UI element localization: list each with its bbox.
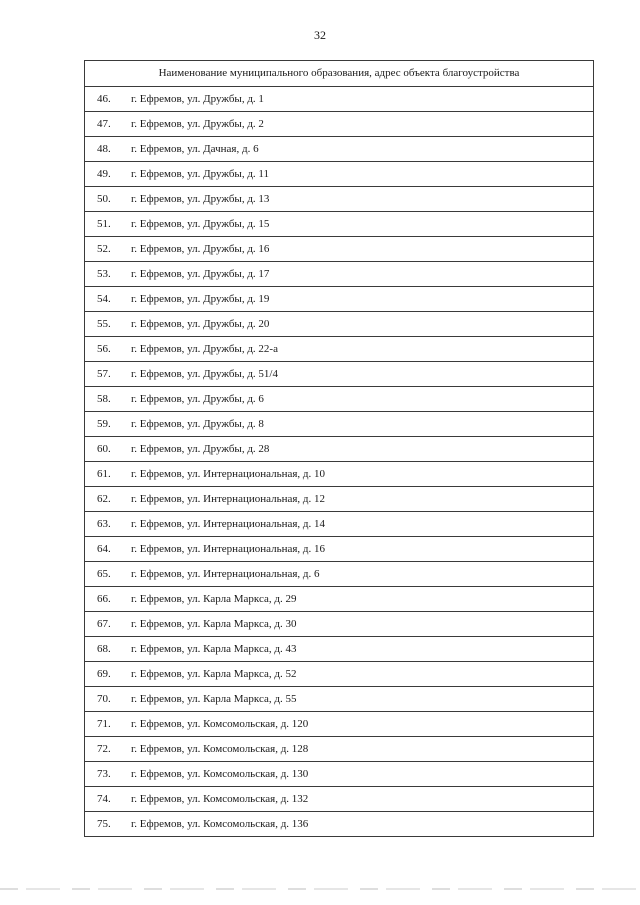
row-number: 51. [97, 217, 111, 230]
row-number: 55. [97, 317, 111, 330]
row-address: г. Ефремов, ул. Дружбы, д. 22-а [131, 342, 278, 355]
row-address: г. Ефремов, ул. Комсомольская, д. 132 [131, 792, 309, 805]
row-address: г. Ефремов, ул. Дачная, д. 6 [131, 142, 259, 155]
table-cell [85, 437, 594, 462]
row-address: г. Ефремов, ул. Комсомольская, д. 128 [131, 742, 309, 755]
table-row [85, 787, 594, 812]
row-number: 68. [97, 642, 111, 655]
row-number: 74. [97, 792, 111, 805]
row-number: 72. [97, 742, 111, 755]
table-header: Наименование муниципального образования, адрес объекта благоустройства [85, 61, 594, 87]
table-row [85, 687, 594, 712]
row-number: 50. [97, 192, 111, 205]
row-number: 49. [97, 167, 111, 180]
table-cell [85, 537, 594, 562]
table-row [85, 537, 594, 562]
table-row [85, 637, 594, 662]
row-address: г. Ефремов, ул. Дружбы, д. 11 [131, 167, 270, 180]
row-address: г. Ефремов, ул. Интернациональная, д. 14 [131, 517, 326, 530]
row-address: г. Ефремов, ул. Дружбы, д. 20 [131, 317, 270, 330]
table-cell [85, 687, 594, 712]
table-row [85, 87, 594, 112]
table-cell [85, 637, 594, 662]
table-cell [85, 662, 594, 687]
table-row [85, 137, 594, 162]
table-cell [85, 612, 594, 637]
table-cell [85, 462, 594, 487]
table-row [85, 662, 594, 687]
address-table [84, 60, 594, 837]
row-address: г. Ефремов, ул. Дружбы, д. 28 [131, 442, 270, 455]
table-row [85, 412, 594, 437]
table-cell [85, 337, 594, 362]
row-number: 71. [97, 717, 111, 730]
table-cell [85, 737, 594, 762]
row-number: 63. [97, 517, 111, 530]
row-address: г. Ефремов, ул. Интернациональная, д. 6 [131, 567, 320, 580]
row-number: 58. [97, 392, 111, 405]
row-address: г. Ефремов, ул. Интернациональная, д. 16 [131, 542, 326, 555]
row-number: 65. [97, 567, 111, 580]
row-number: 73. [97, 767, 111, 780]
table-row [85, 462, 594, 487]
row-address: г. Ефремов, ул. Дружбы, д. 2 [131, 117, 264, 130]
table-cell [85, 212, 594, 237]
row-address: г. Ефремов, ул. Интернациональная, д. 10 [131, 467, 326, 480]
table-cell [85, 762, 594, 787]
row-address: г. Ефремов, ул. Дружбы, д. 1 [131, 92, 264, 105]
table-row [85, 812, 594, 837]
table-cell [85, 812, 594, 837]
table-cell [85, 187, 594, 212]
table-row [85, 312, 594, 337]
row-address: г. Ефремов, ул. Интернациональная, д. 12 [131, 492, 326, 505]
row-number: 66. [97, 592, 111, 605]
row-address: г. Ефремов, ул. Карла Маркса, д. 30 [131, 617, 297, 630]
row-number: 47. [97, 117, 111, 130]
row-address: г. Ефремов, ул. Комсомольская, д. 120 [131, 717, 309, 730]
row-number: 56. [97, 342, 111, 355]
table-row [85, 512, 594, 537]
table-cell [85, 262, 594, 287]
row-address: г. Ефремов, ул. Дружбы, д. 16 [131, 242, 270, 255]
table-cell [85, 87, 594, 112]
row-number: 53. [97, 267, 111, 280]
table-cell [85, 712, 594, 737]
page-number: 32 [314, 28, 326, 42]
row-address: г. Ефремов, ул. Комсомольская, д. 130 [131, 767, 309, 780]
table-cell [85, 412, 594, 437]
table-row [85, 387, 594, 412]
row-address: г. Ефремов, ул. Карла Маркса, д. 52 [131, 667, 297, 680]
table-cell [85, 387, 594, 412]
row-address: г. Ефремов, ул. Дружбы, д. 51/4 [131, 367, 278, 380]
row-number: 54. [97, 292, 111, 305]
table-cell [85, 787, 594, 812]
row-number: 48. [97, 142, 111, 155]
table-row [85, 737, 594, 762]
row-address: г. Ефремов, ул. Дружбы, д. 8 [131, 417, 264, 430]
row-address: г. Ефремов, ул. Карла Маркса, д. 43 [131, 642, 297, 655]
table-row [85, 562, 594, 587]
scan-artifact [0, 888, 640, 890]
table-cell [85, 312, 594, 337]
table-body [85, 87, 594, 837]
table-row [85, 587, 594, 612]
table-cell [85, 562, 594, 587]
row-number: 59. [97, 417, 111, 430]
table-row [85, 262, 594, 287]
table-row [85, 162, 594, 187]
table-cell [85, 487, 594, 512]
row-number: 64. [97, 542, 111, 555]
table-cell [85, 162, 594, 187]
row-number: 70. [97, 692, 111, 705]
table-row [85, 612, 594, 637]
table-row [85, 212, 594, 237]
row-number: 62. [97, 492, 111, 505]
table-cell [85, 362, 594, 387]
row-address: г. Ефремов, ул. Карла Маркса, д. 29 [131, 592, 297, 605]
row-address: г. Ефремов, ул. Дружбы, д. 6 [131, 392, 264, 405]
row-number: 60. [97, 442, 111, 455]
table-cell [85, 237, 594, 262]
row-address: г. Ефремов, ул. Карла Маркса, д. 55 [131, 692, 297, 705]
row-address: г. Ефремов, ул. Дружбы, д. 15 [131, 217, 270, 230]
table-cell [85, 287, 594, 312]
table-cell [85, 137, 594, 162]
row-number: 75. [97, 817, 111, 830]
table-row [85, 112, 594, 137]
row-address: г. Ефремов, ул. Дружбы, д. 13 [131, 192, 270, 205]
table-row [85, 187, 594, 212]
table-cell [85, 112, 594, 137]
table-row [85, 337, 594, 362]
row-number: 61. [97, 467, 111, 480]
table-row [85, 712, 594, 737]
row-address: г. Ефремов, ул. Дружбы, д. 19 [131, 292, 270, 305]
row-number: 52. [97, 242, 111, 255]
row-number: 46. [97, 92, 111, 105]
table-cell [85, 587, 594, 612]
table-row [85, 762, 594, 787]
row-address: г. Ефремов, ул. Дружбы, д. 17 [131, 267, 270, 280]
table-cell [85, 512, 594, 537]
row-address: г. Ефремов, ул. Комсомольская, д. 136 [131, 817, 309, 830]
table-header-row [85, 61, 594, 87]
table-row [85, 237, 594, 262]
table-row [85, 487, 594, 512]
row-number: 57. [97, 367, 111, 380]
row-number: 67. [97, 617, 111, 630]
row-number: 69. [97, 667, 111, 680]
table-row [85, 362, 594, 387]
table-row [85, 437, 594, 462]
table-row [85, 287, 594, 312]
